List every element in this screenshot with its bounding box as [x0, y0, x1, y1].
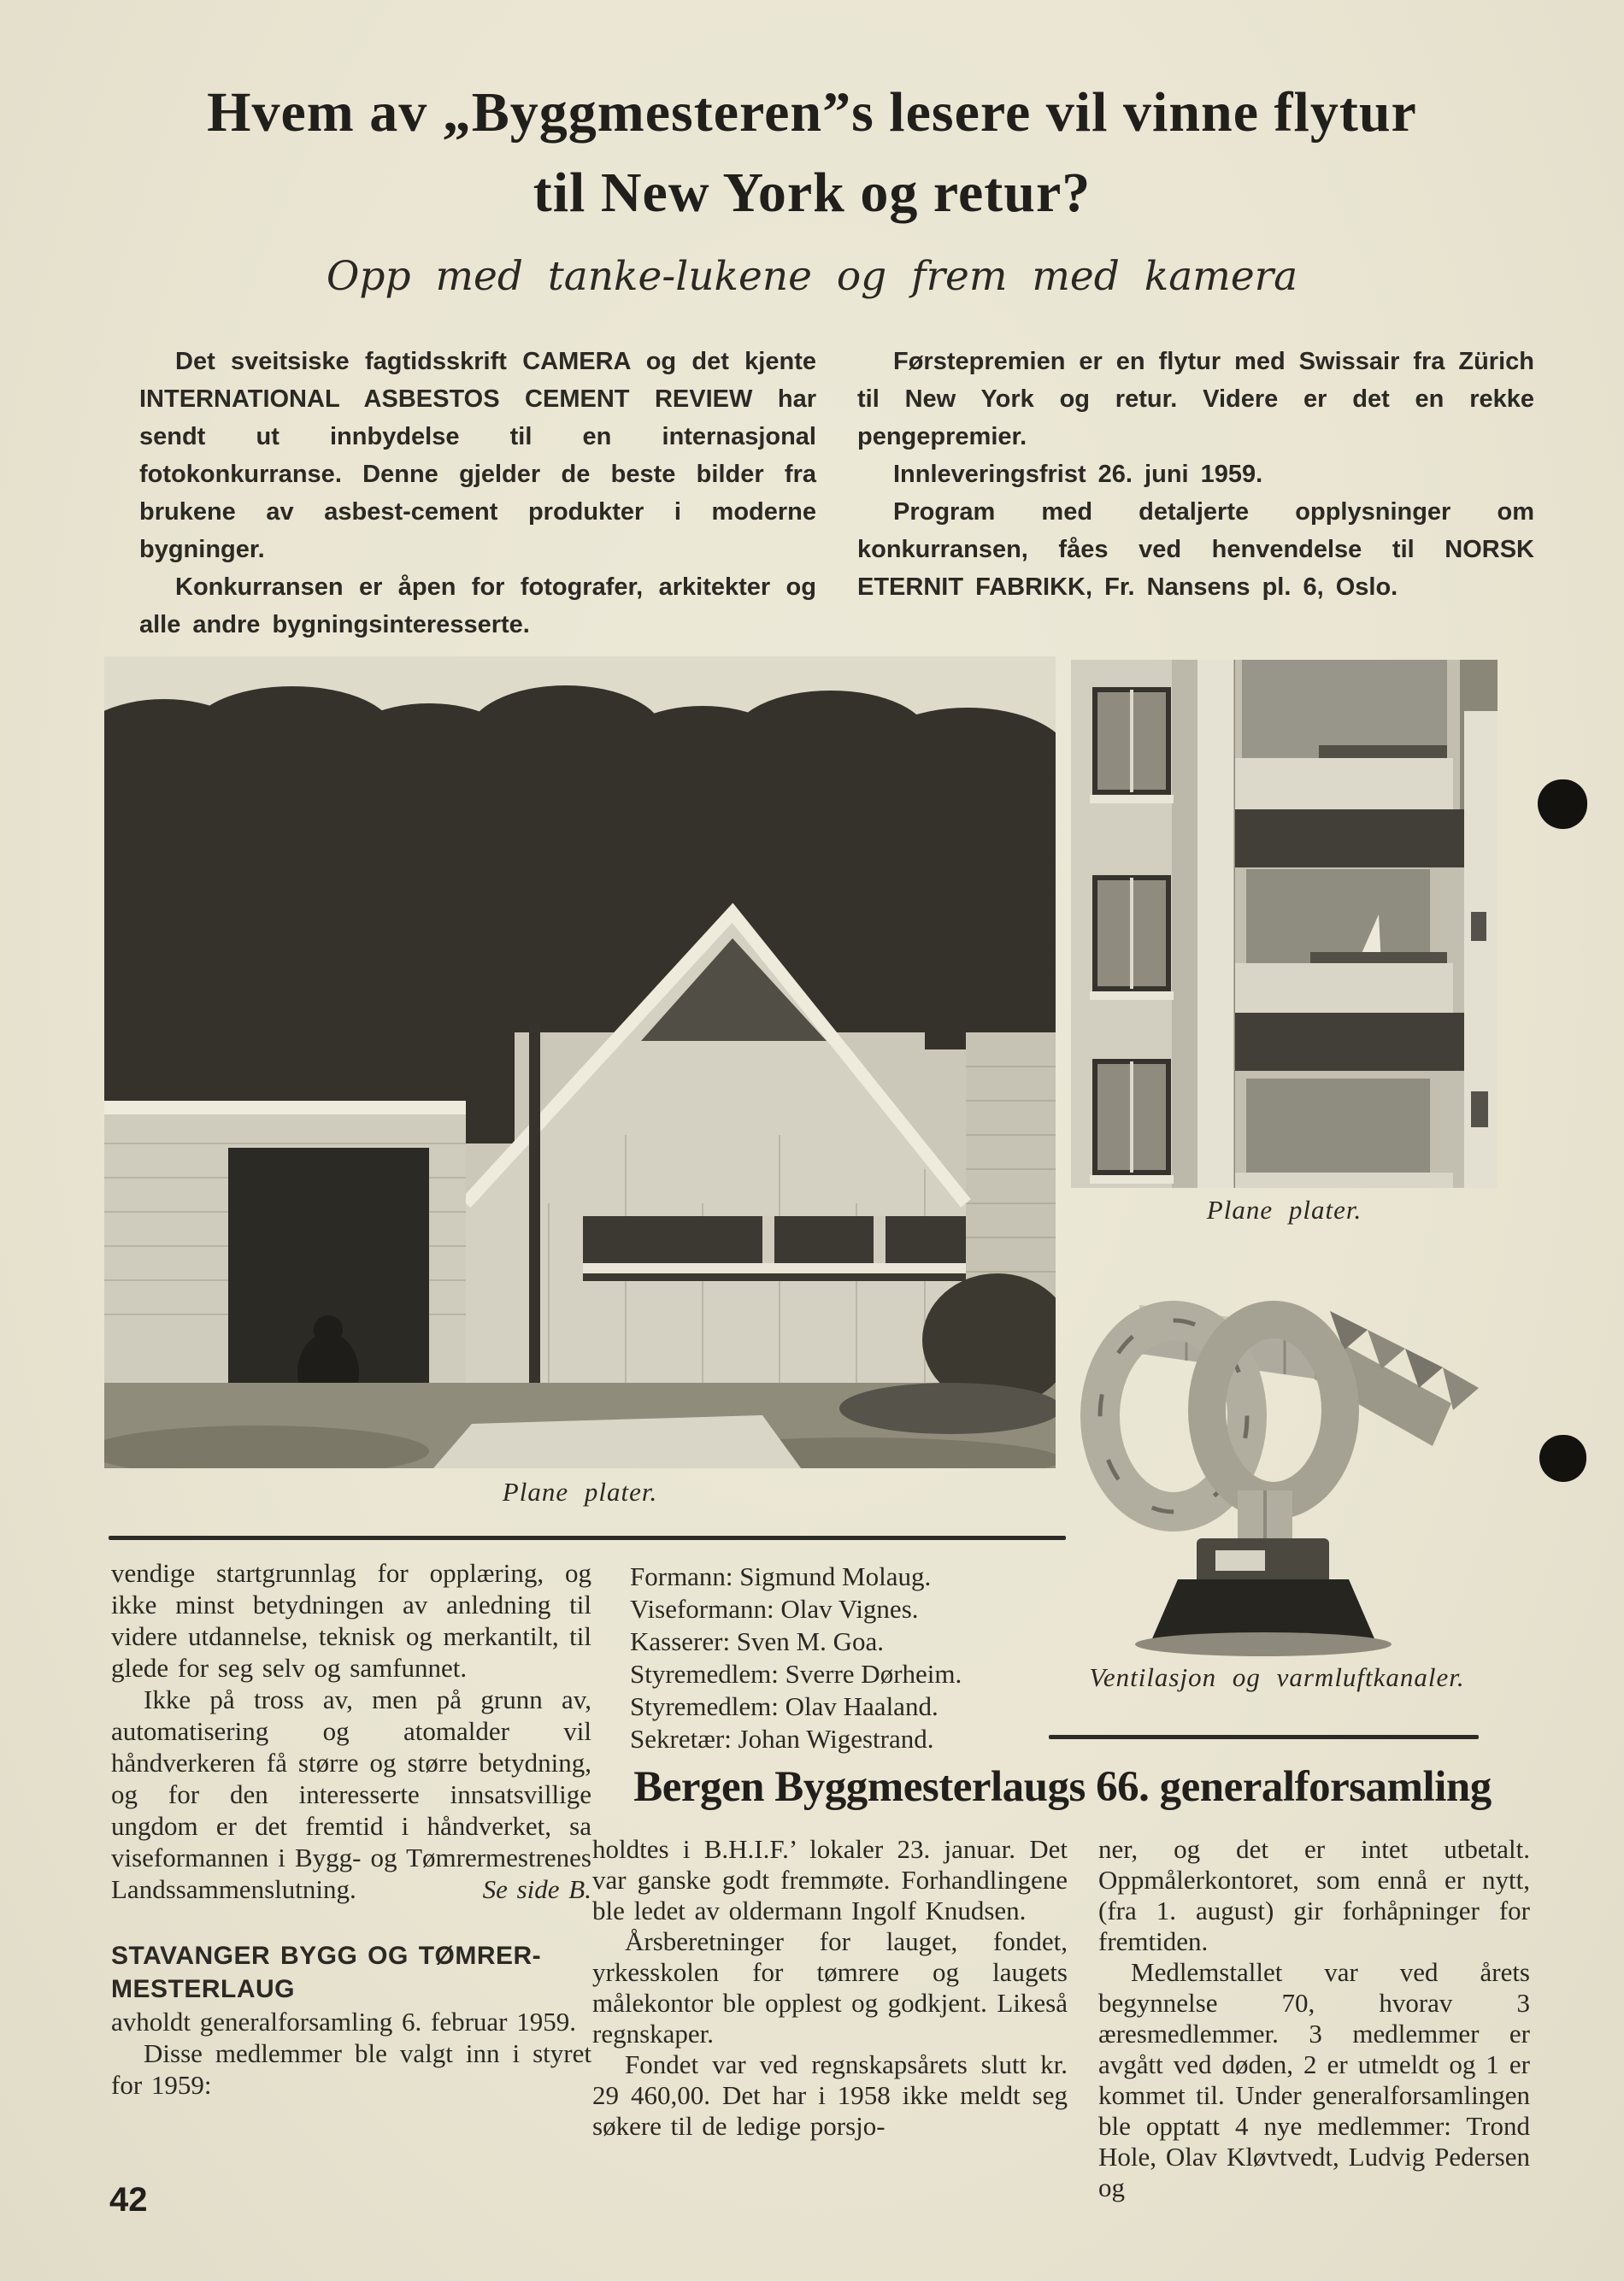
article-title [103, 73, 1521, 233]
house-photo-art [104, 656, 1056, 1468]
article-paragraph: vendige startgrunnlag for opplæring, og ikke minst betydningen av anledning til videre utdannelse, teknisk og merkantilt, til glede for seg selv og samfunnet. [111, 1558, 591, 1683]
apartment-photo-art [1071, 660, 1497, 1188]
article-paragraph: ner, og det er intet utbetalt. Oppmålerkontoret, som ennå er nytt, (fra 1. august) gir forhåpninger for fremtiden. [1098, 1834, 1530, 1956]
section-divider-right [1049, 1735, 1479, 1739]
board-member: Kasserer: Sven M. Goa. [630, 1626, 885, 1656]
article-paragraph: avholdt generalforsamling 6. februar 1959. [111, 2007, 576, 2037]
board-member-list [630, 1561, 1074, 1755]
bergen-column-left [592, 1834, 1068, 2142]
article-subtitle: Opp med tanke-lukene og frem med kamera [326, 253, 1298, 300]
section-divider-left [109, 1536, 1066, 1540]
intro-paragraph: Innleveringsfrist 26. juni 1959. [893, 461, 1263, 488]
article-paragraph: Årsberetninger for lauget, fondet, yrkesskolen for tømrere og laugets målekontor ble opplest og godkjent. Likeså regnskaper. [592, 1926, 1068, 2049]
article-paragraph: Disse medlemmer ble valgt inn i styret for 1959: [111, 2038, 591, 2100]
article-paragraph: Ikke på tross av, men på grunn av, automatisering og atomalder vil håndverkeren få større og større betydning, og for den interesserte innsatsvillige ungdom er det fremtid i håndverket, sa viseformannen i Bygg- og Tømrermestrenes Landssammenslutning. [111, 1684, 591, 1904]
ventilation-photo [1058, 1241, 1486, 1660]
board-member: Viseformann: Olav Vignes. [630, 1594, 919, 1624]
intro-paragraph: Konkurransen er åpen for fotografer, arkitekter og alle andre bygningsinteresserte. [139, 573, 816, 638]
intro-column-right [857, 343, 1534, 606]
board-member: Sekretær: Johan Wigestrand. [630, 1724, 934, 1754]
article-paragraph: holdtes i B.H.I.F.’ lokaler 23. januar. Det var ganske godt fremmøte. Forhandlingene ble ledet av oldermann Ingolf Knudsen. [592, 1834, 1068, 1925]
article-paragraph: Medlemstallet var ved årets begynnelse 70, hvorav 3 æresmedlemmer. 3 medlemmer er avgått ved døden, 2 er utmeldt og 1 er kommet til. Under generalforsamlingen ble opptatt 4 nye medlemmer: Trond Hole, Olav Kløvtvedt, Ludvig Pedersen og [1098, 1957, 1530, 2202]
board-member: Styremedlem: Sverre Dørheim. [630, 1659, 962, 1689]
ventilation-photo-art [1058, 1241, 1486, 1660]
apartment-photo-caption: Plane plater. [1206, 1195, 1362, 1225]
bergen-column-right [1098, 1834, 1530, 2203]
stavanger-heading-line1: STAVANGER BYGG OG TØMRER- [111, 1942, 542, 1970]
stavanger-heading [111, 1939, 591, 2006]
house-photo-caption: Plane plater. [502, 1477, 658, 1507]
intro-column-left [139, 343, 816, 644]
house-photo [104, 656, 1056, 1468]
apartment-photo [1071, 660, 1497, 1188]
bergen-heading: Bergen Byggmesterlaugs 66. generalforsamling [633, 1763, 1492, 1811]
punch-hole-bottom [1539, 1435, 1586, 1482]
page-number: 42 [109, 2181, 148, 2219]
ventilation-photo-caption: Ventilasjon og varmluftkanaler. [1089, 1662, 1465, 1692]
punch-hole-top [1538, 779, 1587, 829]
article-paragraph: Fondet var ved regnskapsårets slutt kr. 29 460,00. Det har i 1958 ikke meldt seg søkere til de ledige porsjo- [592, 2049, 1068, 2141]
intro-paragraph: Program med detaljerte opplysninger om konkurransen, fåes ved henvendelse til NORSK ETERNIT FABRIKK, Fr. Nansens pl. 6, Oslo. [857, 498, 1534, 601]
board-member: Styremedlem: Olav Haaland. [630, 1691, 939, 1721]
stavanger-heading-line2: MESTERLAUG [111, 1975, 295, 2003]
see-reference: Se side B. [482, 1874, 591, 1904]
article-column-left [111, 1557, 591, 2101]
article-title-line2: til New York og retur? [533, 162, 1091, 224]
article-title-line1: Hvem av „Byggmesteren”s lesere vil vinne flytur [207, 81, 1417, 144]
board-member: Formann: Sigmund Molaug. [630, 1561, 932, 1591]
intro-paragraph: Førstepremien er en flytur med Swissair fra Zürich til New York og retur. Videre er det en rekke pengepremier. [857, 348, 1534, 450]
intro-paragraph: Det sveitsiske fagtidsskrift CAMERA og det kjente INTERNATIONAL ASBESTOS CEMENT REVIEW har sendt ut innbydelse til en internasjonal fotokonkurranse. Denne gjelder de beste bilder fra brukene av asbest-cement produkter i moderne bygninger. [139, 348, 816, 563]
